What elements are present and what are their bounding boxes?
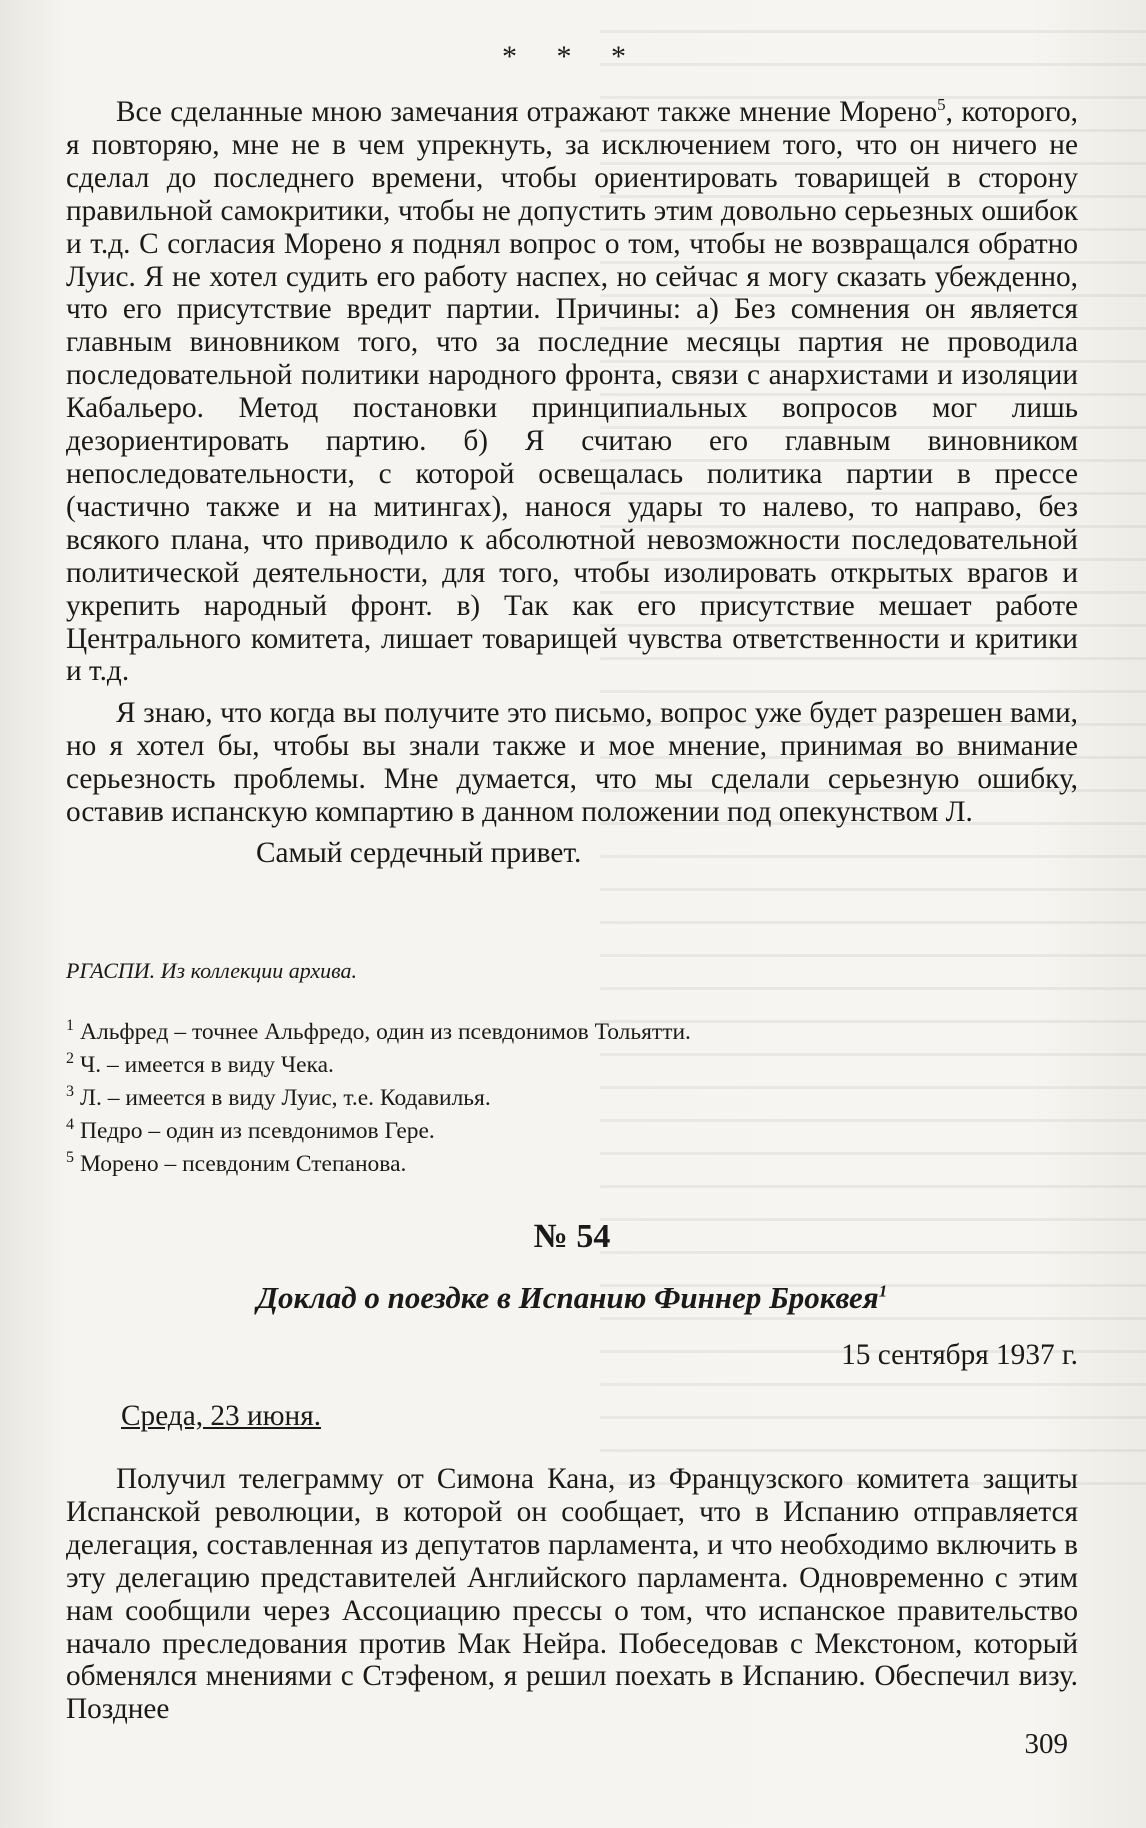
letter-paragraph-1 [66,96,1078,688]
paragraph-1-rest: , которого, я повторяю, мне не в чем упрекнуть, за исключением того, что он ничего не сделал до последнего времени, чтобы ориентировать товарищей в сторону правильной самокритики, чтобы не допустить этим довольно серьезных ошибок и т.д. С согласия Морено я поднял вопрос о том, чтобы не возвращался обратно Луис. Я не хотел судить его работу наспех, но сейчас я могу сказать убежденно, что его присутствие вредит партии. Причины: а) Без сомнения он является главным виновником того, что за последние месяцы партия не проводила последовательной политики народного фронта, связи с анархистами и изоляции Кабальеро. Метод постановки принципиальных вопросов мог лишь дезориентировать партию. б) Я считаю его главным виновником непоследовательности, с которой освещалась политика партии в прессе (частично также и на митингах), нанося удары то налево, то направо, без всякого плана, что приводило к абсолютной невозможности последовательной политической деятельности, для того, чтобы изолировать открытых врагов и укрепить народный фронт. в) Так как его присутствие мешает работе Центрального комитета, лишает товарищей чувства ответственности и критики и т.д. [66,96,1078,688]
letter-paragraph-2: Я знаю, что когда вы получите это письмо, вопрос уже будет разрешен вами, но я хотел бы, чтобы вы знали также и мое мнение, принимая во внимание серьезность проблемы. Мне думается, что мы сделали серьезную ошибку, оставив испанскую компартию в данном положении под опекунством Л. [66,697,1078,829]
page-number: 309 [1024,1728,1068,1760]
footnote-number: 5 [66,1149,74,1167]
document-title-text: Доклад о поездке в Испанию Финнер Броквея [256,1280,879,1315]
footnote-text: Л. – имеется в виду Луис, т.е. Кодавилья. [80,1085,491,1111]
footnote-text: Педро – один из псевдонимов Гере. [80,1118,435,1144]
footnote-ref[interactable]: 5 [937,95,946,115]
footnote-item [66,1115,691,1148]
footnote-text: Альфред – точнее Альфредо, один из псевдонимов Тольятти. [80,1019,691,1045]
document-title [66,1279,1078,1317]
document-number: № 54 [533,1218,611,1255]
footnote-item [66,1148,691,1181]
footnote-number: 1 [66,1017,74,1035]
letter-closing: Самый сердечный привет. [256,836,582,869]
footnote-number: 3 [66,1083,74,1101]
footnote-text: Морено – псевдоним Степанова. [80,1151,407,1177]
paragraph-1-start: Все сделанные мною замечания отражают также мнение Морено [116,96,938,128]
letter-body [66,96,1078,870]
title-footnote-ref[interactable]: 1 [878,1281,888,1301]
report-body [66,1463,1078,1726]
section-separator: * * * [502,40,642,73]
footnote-item [66,1049,691,1082]
footnote-item [66,1082,691,1115]
report-paragraph: Получил телеграмму от Симона Кана, из Французского комитета защиты Испанской революции, в которой он сообщает, что в Испанию отправляется делегация, составленная из депутатов парламента, и что необходимо включить в эту делегацию представителей Английского парламента. Одновременно с этим нам сообщили через Ассоциацию прессы о том, что испанское правительство начало преследования против Мак Нейра. Побеседовав с Мекстоном, который обменялся мнениями с Стэфеном, я решил поехать в Испанию. Обеспечил визу. Позднее [66,1463,1078,1726]
footnote-number: 4 [66,1116,74,1134]
footnotes-list [66,1016,691,1181]
document-date: 15 сентября 1937 г. [841,1339,1078,1371]
day-heading: Среда, 23 июня. [121,1400,322,1432]
footnote-text: Ч. – имеется в виду Чека. [80,1052,334,1078]
archive-source: РГАСПИ. Из коллекции архива. [66,958,358,983]
text-column [66,0,1078,1828]
footnote-number: 2 [66,1050,74,1068]
footnote-item [66,1016,691,1049]
